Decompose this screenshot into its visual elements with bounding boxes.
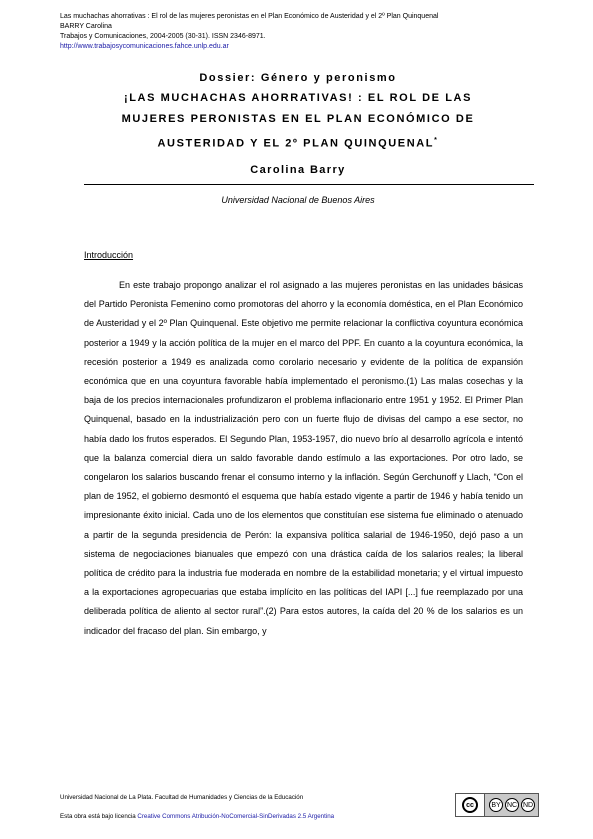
cc-license-badge[interactable]	[455, 793, 539, 817]
header-title: Las muchachas ahorrativas : El rol de las mujeres peronistas en el Plan Económico de Austeridad y el 2º Plan Quinquenal	[60, 13, 439, 20]
dossier-label: Dossier: Género y peronismo	[199, 72, 397, 84]
cc-logo-text: cc	[462, 797, 478, 813]
footer-institution: Universidad Nacional de La Plata. Facultad de Humanidades y Ciencias de la Educación	[60, 794, 304, 801]
author-name: Carolina Barry	[250, 164, 346, 176]
page-footer	[60, 793, 440, 822]
license-link[interactable]: Creative Commons Atribución-NoComercial-SinDerivadas 2.5 Argentina	[137, 813, 335, 820]
cc-terms-icons	[485, 798, 535, 812]
footer-license-prefix: Esta obra está bajo licencia	[60, 813, 138, 820]
cc-logo-icon	[456, 794, 485, 816]
affiliation: Universidad Nacional de Buenos Aires	[221, 195, 375, 205]
noderivatives-icon: ND	[521, 798, 535, 812]
section-heading: Introducción	[84, 250, 134, 260]
header-link[interactable]: http://www.trabajosycomunicaciones.fahce.unlp.edu.ar	[60, 43, 229, 50]
header-author: BARRY Carolina	[60, 23, 112, 30]
title-line-2: MUJERES PERONISTAS EN EL PLAN ECONÓMICO DE	[121, 113, 475, 125]
body-paragraph: En este trabajo propongo analizar el rol asignado a las mujeres peronistas en las unidades básicas del Partido Peronista Femenino como promotoras del ahorro y la economía doméstica, en el Plan Económico de Austeridad y el 2º Plan Quinquenal. Este objetivo me permite relacionar la conflictiva coyuntura económica posterior a 1949 y la acción política de la mujer en el marco del PPF. En cuanto a la coyuntura económica, la recesión posterior a 1949 es analizada como corolario necesario y evidente de la política de expansión económica que en una coyuntura favorable había implementado el peronismo.(1) Las malas cosechas y la baja de los precios internacionales profundizaron el problema inflacionario entre 1951 y 1952. El Primer Plan Quinquenal, basado en la industrialización pero con un fuerte flujo de divisas del campo a ese sector, no había dado los frutos esperados. El Segundo Plan, 1953-1957, dio nuevo brío al desarrollo agrícola e intentó que la balanza comercial diera un saldo favorable dando estímulo a las exportaciones. Por otro lado, se congelaron los salarios buscando frenar el consumo interno y la inflación. Según Gerchunoff y Llach, “Con el plan de 1952, el gobierno desmontó el esquema que había estado vigente a partir de 1946 y había tenido un impresionante éxito inicial. Cada uno de los elementos que constituían ese sistema fue eliminado o atenuado a partir de la segunda presidencia de Perón: la expansiva política salarial de 1946-1950, dejó paso a un sistema de negociaciones bianuales que empezó con una drástica caída de los salarios reales; la liberal política de crédito para la industria fue moderada en nombre de la estabilidad monetaria; y el virtual impuesto a la exportaciones agropecuarias que estaba implícito en las políticas del IAPI [...] fue reemplazado por una deliberada política de aliento al sector rural”.(2) Para estos autores, la caída del 20 % de los salarios es un indicador del fracaso del plan. Sin embargo, y	[84, 280, 523, 636]
footer-license	[60, 812, 440, 822]
author-divider	[84, 184, 534, 185]
title-block	[60, 70, 536, 155]
title-footnote-mark: *	[434, 137, 439, 144]
title-line-3	[60, 130, 536, 155]
running-header	[60, 12, 570, 52]
noncommercial-icon: NC	[505, 798, 519, 812]
title-line-1: ¡LAS MUCHACHAS AHORRATIVAS! : EL ROL DE LAS	[123, 92, 473, 104]
attribution-icon: BY	[489, 798, 503, 812]
header-journal: Trabajos y Comunicaciones, 2004-2005 (30-31). ISSN 2346-8971.	[60, 33, 266, 40]
title-line-3-text: AUSTERIDAD Y EL 2º PLAN QUINQUENAL	[157, 137, 435, 150]
